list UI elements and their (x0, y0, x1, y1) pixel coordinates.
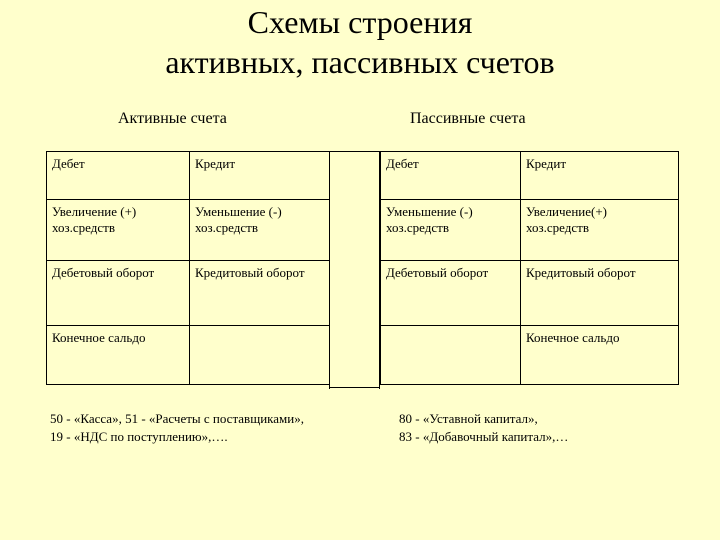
passive-examples (399, 410, 568, 446)
active-examples-line-2: 19 - «НДС по поступлению»,…. (50, 429, 228, 444)
title-line-2: активных, пассивных счетов (165, 44, 555, 80)
table-divider-frame (329, 152, 380, 389)
passive-empty-cell (381, 326, 521, 385)
active-account-table (46, 151, 330, 385)
passive-credit-header: Кредит (521, 152, 679, 200)
table-row (381, 200, 679, 261)
active-accounts-heading: Активные счета (118, 110, 227, 127)
passive-examples-line-2: 83 - «Добавочный капитал»,… (399, 429, 569, 444)
active-ending-balance: Конечное сальдо (47, 326, 190, 385)
active-examples-line-1: 50 - «Касса», 51 - «Расчеты с поставщиками», (50, 411, 304, 426)
active-debit-turnover: Дебетовый оборот (47, 261, 190, 326)
table-row (47, 152, 330, 200)
active-debit-header: Дебет (47, 152, 190, 200)
passive-accounts-heading: Пассивные счета (410, 110, 526, 127)
table-row (47, 326, 330, 385)
active-debit-increase: Увеличение (+) хоз.средств (47, 200, 190, 261)
passive-account-table (380, 151, 679, 385)
passive-debit-turnover: Дебетовый оборот (381, 261, 521, 326)
passive-ending-balance: Конечное сальдо (521, 326, 679, 385)
table-row (381, 326, 679, 385)
table-row (47, 261, 330, 326)
passive-credit-turnover: Кредитовый оборот (521, 261, 679, 326)
table-divider (329, 151, 380, 388)
passive-debit-decrease: Уменьшение (-) хоз.средств (381, 200, 521, 261)
passive-credit-increase: Увеличение(+) хоз.средств (521, 200, 679, 261)
title-line-1: Схемы строения (247, 4, 473, 40)
active-credit-header: Кредит (190, 152, 330, 200)
active-examples (50, 410, 304, 446)
passive-examples-line-1: 80 - «Уставной капитал», (399, 411, 538, 426)
active-credit-turnover: Кредитовый оборот (190, 261, 330, 326)
active-credit-decrease: Уменьшение (-) хоз.средств (190, 200, 330, 261)
table-row (47, 200, 330, 261)
table-row (381, 152, 679, 200)
table-row (381, 261, 679, 326)
page-title (0, 2, 720, 82)
passive-debit-header: Дебет (381, 152, 521, 200)
active-empty-cell (190, 326, 330, 385)
